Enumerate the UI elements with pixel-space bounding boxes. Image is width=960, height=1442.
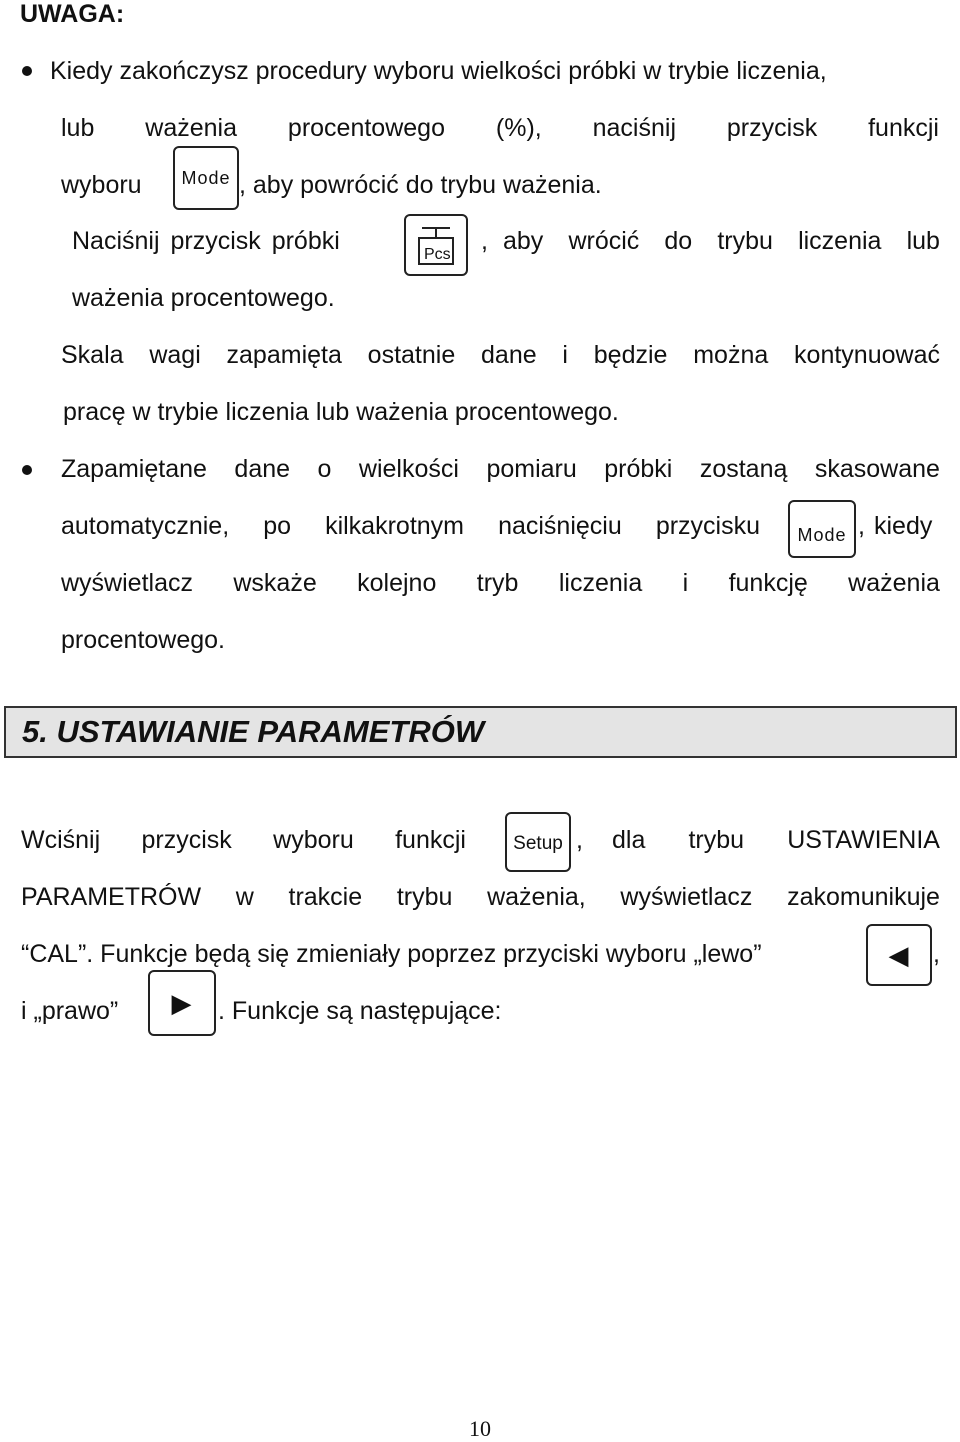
bullet-1-line-4b: aby wrócić do trybu liczenia lub [503, 227, 940, 255]
word: naciśnij [592, 114, 676, 142]
comma: , [576, 826, 583, 854]
para-line-2: PARAMETRÓW w trakcie trybu ważenia, wyświetlacz zakomunikuje [21, 883, 940, 911]
page-title: UWAGA: [20, 0, 125, 28]
word: (%), [495, 114, 542, 142]
bullet-1-line-3b: , aby powrócić do trybu ważenia. [239, 171, 602, 199]
setup-key-label: Setup [513, 833, 563, 854]
bullet-1 [22, 66, 32, 76]
word: funkcji [868, 114, 939, 142]
word: ważenia [145, 114, 238, 142]
setup-key-icon [505, 812, 571, 872]
bullet-2 [22, 465, 32, 475]
mode-key-icon [173, 146, 239, 210]
bullet-1-line-7: pracę w trybie liczenia lub ważenia procentowego. [63, 398, 619, 426]
pcs-key-label: Pcs [424, 246, 451, 263]
bullet-1-line-4a: Naciśnij przycisk próbki [72, 227, 340, 255]
bullet-2-line-2: automatycznie, po kilkakrotnym naciśnięciu przycisku [61, 512, 760, 540]
left-arrow-key-icon [866, 924, 932, 986]
word: przycisk [726, 114, 818, 142]
left-arrow-glyph: ◀ [888, 939, 910, 970]
right-arrow-glyph: ▶ [171, 987, 193, 1018]
bullet-2-line-3: wyświetlacz wskaże kolejno tryb liczenia i funkcję ważenia [61, 569, 940, 597]
right-arrow-key-icon [148, 970, 216, 1036]
word: procentowego [287, 114, 445, 142]
mode-key-label: Mode [181, 168, 231, 188]
bullet-1-line-2 [61, 112, 939, 144]
comma: , [933, 940, 940, 968]
weight-icon [406, 216, 466, 274]
pcs-key-icon [404, 214, 468, 276]
para-line-4b: . Funkcje są następujące: [218, 997, 502, 1025]
section-heading-text: 5. USTAWIANIE PARAMETRÓW [22, 714, 485, 749]
comma: , [481, 227, 488, 255]
bullet-1-line-1: Kiedy zakończysz procedury wyboru wielkości próbki w trybie liczenia, [50, 57, 827, 85]
para-line-1: Wciśnij przycisk wyboru funkcji [21, 826, 466, 854]
comma: , [858, 512, 865, 540]
bullet-2-line-1: Zapamiętane dane o wielkości pomiaru próbki zostaną skasowane [61, 455, 940, 483]
para-line-1b: dla trybu USTAWIENIA [612, 826, 940, 854]
bullet-1-line-5: ważenia procentowego. [72, 284, 335, 312]
mode-key-icon [788, 500, 856, 558]
bullet-2-line-2b: kiedy [874, 512, 933, 540]
page-number: 10 [469, 1416, 491, 1441]
section-heading [4, 706, 957, 758]
bullet-1-line-6: Skala wagi zapamięta ostatnie dane i będzie można kontynuować [61, 341, 940, 369]
word: lub [61, 114, 95, 142]
bullet-2-line-4: procentowego. [61, 626, 226, 654]
para-line-3: “CAL”. Funkcje będą się zmieniały poprzez przyciski wyboru „lewo” [21, 940, 762, 968]
mode-key-label: Mode [797, 525, 847, 545]
para-line-4a: i „prawo” [21, 997, 119, 1025]
bullet-1-line-3a: wyboru [61, 171, 142, 199]
